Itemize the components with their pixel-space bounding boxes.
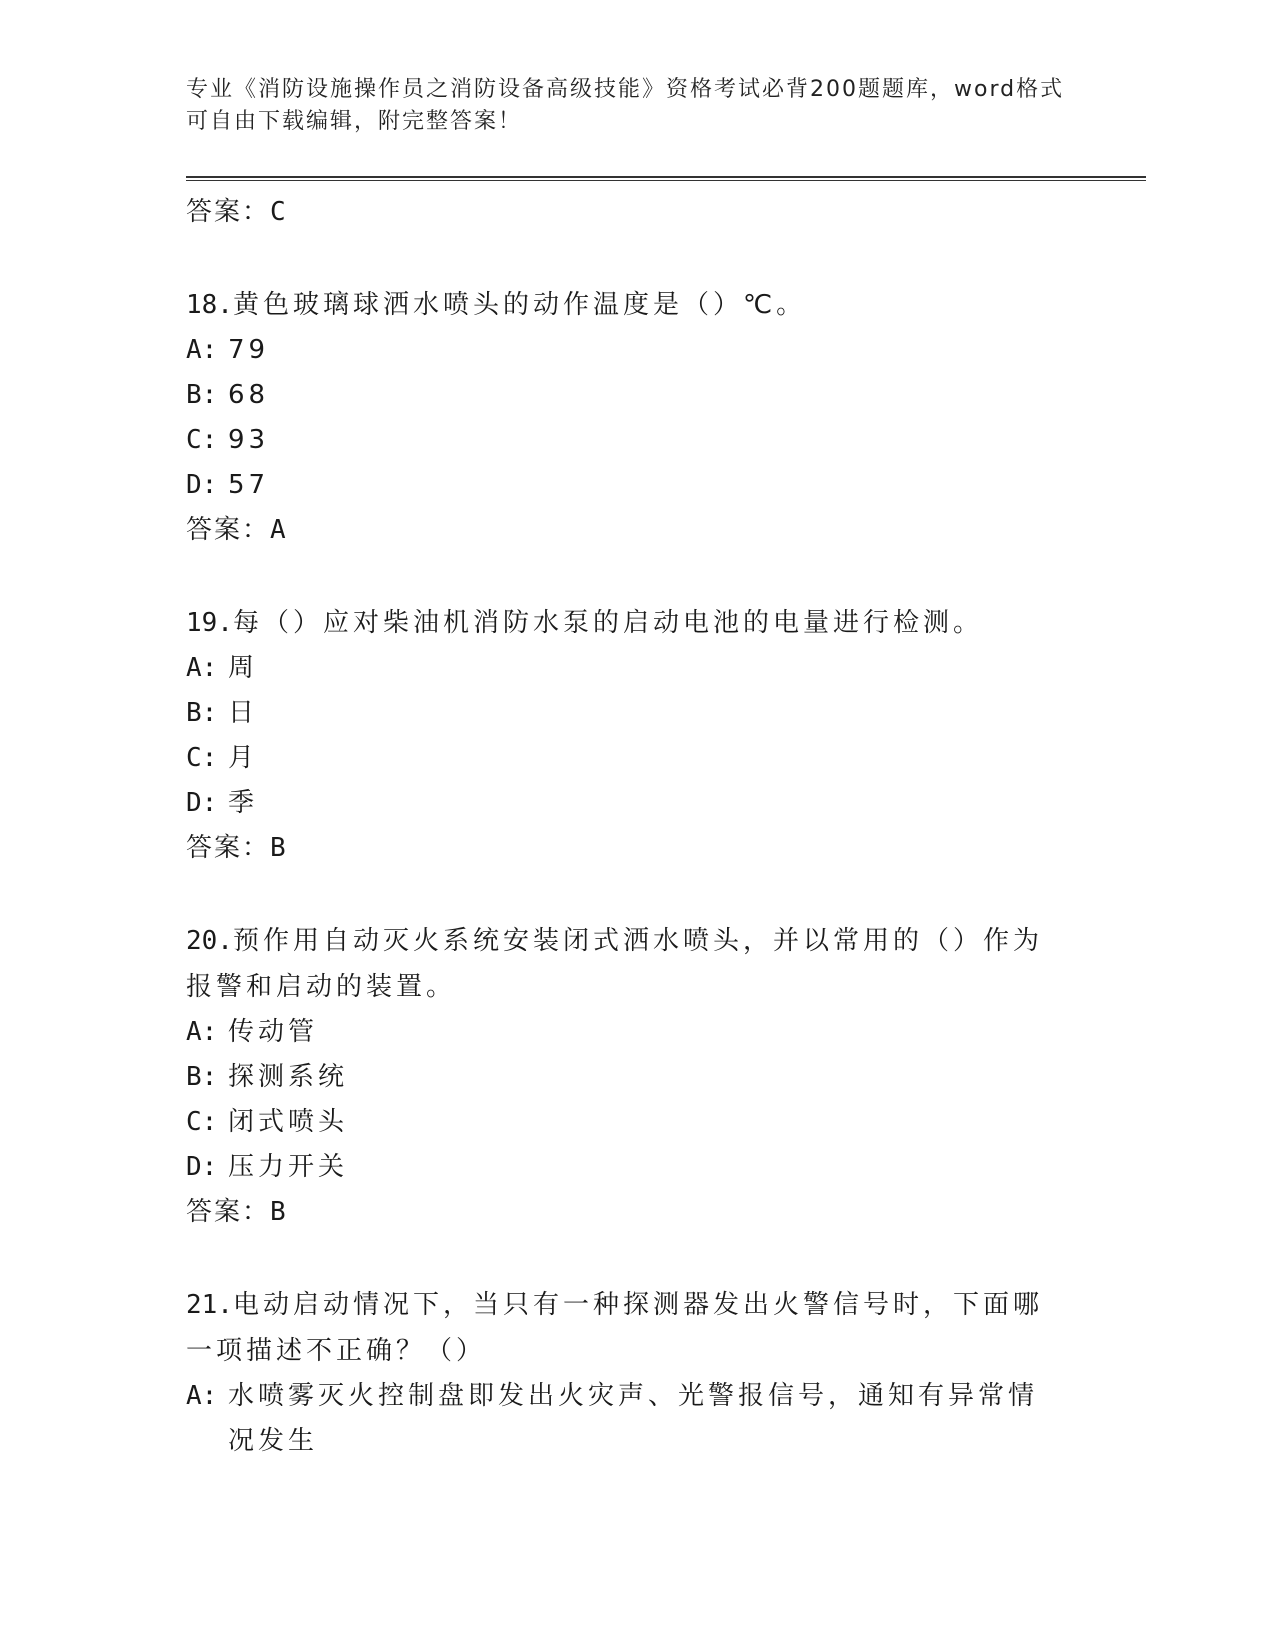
spacer <box>186 234 1066 282</box>
answer-line: 答案：B <box>186 1197 287 1227</box>
option-c: C: 93 <box>186 425 270 455</box>
option-d: D: 57 <box>186 470 270 500</box>
option-d: D: 压力开关 <box>186 1152 349 1182</box>
question-stem: 19.每（）应对柴油机消防水泵的启动电池的电量进行检测。 <box>186 608 983 638</box>
header-note: 专业《消防设施操作员之消防设备高级技能》资格考试必背200题题库，word格式可自由下载编辑，附完整答案！ <box>186 77 1065 134</box>
option-a: A: 周 <box>186 653 259 683</box>
spacer <box>186 1234 1066 1282</box>
question-stem: 21.电动启动情况下，当只有一种探测器发出火警信号时，下面哪一项描述不正确？（） <box>186 1290 1043 1366</box>
option-a: A: 传动管 <box>186 1017 319 1047</box>
option-b: B: 68 <box>186 380 270 410</box>
question-20 <box>186 918 1066 1234</box>
spacer <box>186 552 1066 600</box>
question-19 <box>186 600 1066 870</box>
question-stem: 20.预作用自动灭火系统安装闭式洒水喷头，并以常用的（）作为报警和启动的装置。 <box>186 926 1043 1002</box>
question-21 <box>186 1282 1066 1464</box>
option-a: A: 79 <box>186 335 270 365</box>
option-c: C: 月 <box>186 743 259 773</box>
question-list <box>186 190 1066 1464</box>
question-stem: 18.黄色玻璃球洒水喷头的动作温度是（）℃。 <box>186 290 807 320</box>
option-c: C: 闭式喷头 <box>186 1107 349 1137</box>
option-b: B: 日 <box>186 698 259 728</box>
question-18 <box>186 282 1066 552</box>
answer-line: 答案：A <box>186 515 287 545</box>
option-a: A: 水喷雾灭火控制盘即发出火灾声、光警报信号，通知有异常情况发生 <box>186 1381 1039 1456</box>
answer-line: 答案：C <box>186 197 287 227</box>
spacer <box>186 870 1066 918</box>
header-rule <box>186 176 1146 181</box>
answer-line: 答案：B <box>186 833 287 863</box>
option-d: D: 季 <box>186 788 259 818</box>
option-b: B: 探测系统 <box>186 1062 349 1092</box>
